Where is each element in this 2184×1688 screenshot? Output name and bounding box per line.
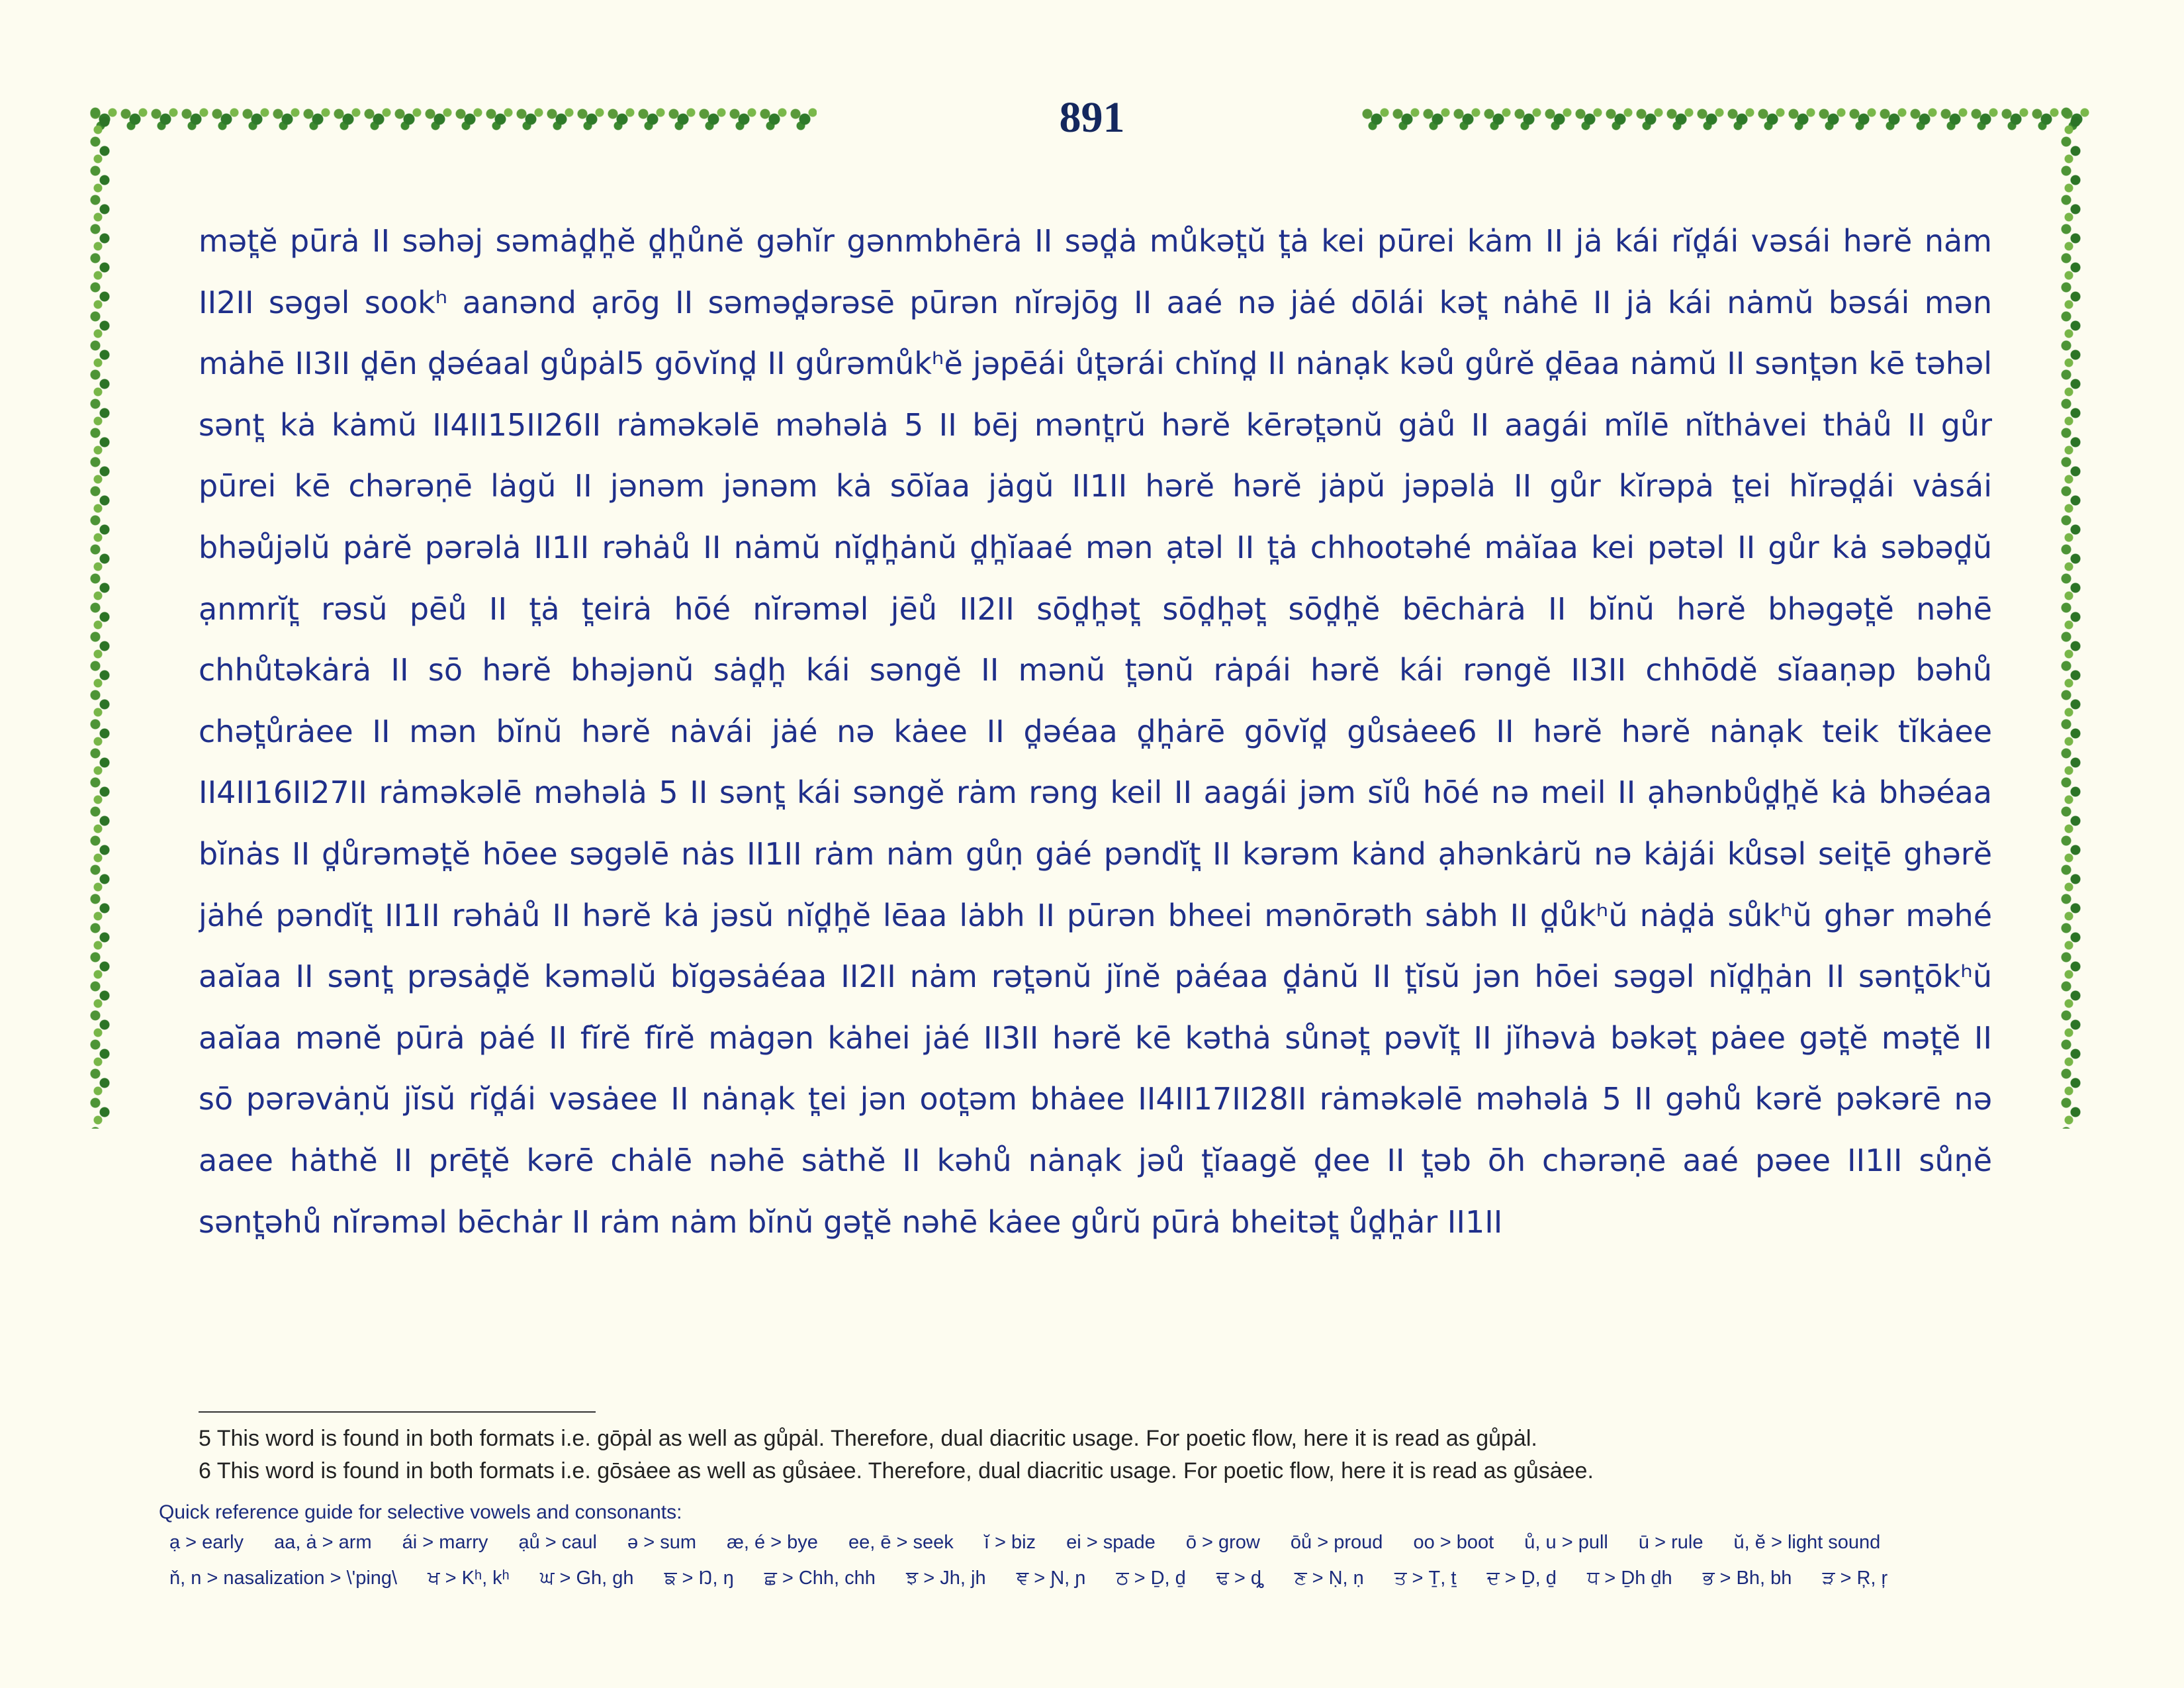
vowel-entry: ee, ē > seek (848, 1532, 954, 1553)
vowel-entry: ō > grow (1185, 1532, 1260, 1553)
consonant-entry: ਙ > Ŋ, ŋ (664, 1568, 734, 1589)
main-text (199, 211, 1992, 1252)
vowel-entry: ạů > caul (518, 1532, 597, 1553)
consonant-entry: ਠ > Ḏ, ḏ (1116, 1568, 1186, 1589)
consonant-entry: ਭ > Bh, bh (1702, 1568, 1792, 1589)
vowel-entry: ŭ, ĕ > light sound (1733, 1532, 1881, 1553)
vowel-entry: ạ > early (169, 1532, 244, 1553)
consonant-entry: ਤ > Ṯ, ṯ (1394, 1568, 1457, 1589)
consonant-entry: ਦ > Ḏ, ḏ (1486, 1568, 1557, 1589)
text-line: aaee hȧthĕ II prēt̪ĕ kərē chȧlē nəhē sȧthĕ II kəhů nȧnạk jəů t̪ĭaagĕ d̪ee II t̪əb ōh chərəṇē aaé pəee II1II sůṇĕ (199, 1142, 1992, 1178)
vowel-entry: oo > boot (1413, 1532, 1494, 1553)
consonant-entry: ਢ > ȡ (1216, 1568, 1264, 1589)
text-line: bĭnȧs II d̪ůrəmət̪ĕ hōee səgəlē nȧs II1II rȧm nȧm gůṇ gȧé pəndĭt̪ II kərəm kȧnd ạhənkȧrŭ nə kȧjái kůsəl seit̪ē ghərĕ (199, 835, 1992, 872)
consonant-entry: ਛ > Chh, chh (764, 1568, 876, 1589)
text-line: sənt̪ kȧ kȧmŭ II4II15II26II rȧməkəlē məhəlȧ 5 II bēj mənt̪rŭ hərĕ kērət̪ənŭ gȧů II aagái mĭlē nĭthȧvei thȧů II gůr (199, 406, 1992, 443)
consonant-entry: ਞ > Ɲ, ɲ (1016, 1568, 1086, 1589)
vine-border-left (87, 106, 114, 1129)
text-line: II2II səgəl sookʰ aanənd ạrōg II səməd̪ərəsē pūrən nĭrəjōg II aaé nə jȧé dōlái kət̪ nȧhē II jȧ kái nȧmŭ bəsái mən (199, 284, 1992, 320)
vowel-entry: ū > rule (1638, 1532, 1704, 1553)
text-line: mȧhē II3II d̪ēn d̪əéaal gůpȧl5 gōvĭnd̪ II gůrəmůkʰĕ jəpēái ůt̪ərái chĭnd̪ II nȧnạk kəů gůrĕ d̪ēaa nȧmŭ II sənt̪ən kē təhəl (199, 346, 1992, 382)
text-line: mət̪ĕ pūrȧ II səhəj səmȧd̪h̪ĕ d̪h̪ůnĕ gəhĭr gənmbhērȧ II səd̪ȧ můkət̪ŭ t̪ȧ kei pūrei kȧm II jȧ kái rĭd̪ái vəsái hərĕ nȧm (199, 223, 1992, 259)
text-line: aaĭaa mənĕ pūrȧ pȧé II fĭrĕ fĭrĕ mȧgən kȧhei jȧé II3II hərĕ kē kəthȧ sůnət̪ pəvĭt̪ II jĭhəvȧ bəkət̪ pȧee gət̪ĕ mət̪ĕ II (199, 1019, 1992, 1056)
text-line: sənt̪əhů nĭrəməl bēchȧr II rȧm nȧm bĭnŭ gət̪ĕ nəhē kȧee gůrŭ pūrȧ bheitət̪ ůd̪h̪ȧr II1II (199, 1203, 1503, 1240)
text-line: bhəůjəlŭ pȧrĕ pərəlȧ II1II rəhȧů II nȧmŭ nĭd̪h̪ȧnŭ d̪h̪ĭaaé mən ạtəl II t̪ȧ chhootəhé mȧĭaa kei pətəl II gůr kȧ səbəd̪ŭ (199, 529, 1992, 565)
footnote-6: 6 This word is found in both formats i.e. gōsȧee as well as gůsȧee. Therefore, dual diacritic usage. For poetic flow, here it is read as gůsȧee. (199, 1458, 1594, 1483)
consonant-guide-row (169, 1568, 2023, 1589)
consonant-entry: ਖ > Kʰ, kʰ (428, 1568, 510, 1589)
vowel-entry: aa, ȧ > arm (274, 1532, 372, 1553)
vowel-entry: ōů > proud (1290, 1532, 1383, 1553)
text-line: aaĭaa II sənt̪ prəsȧd̪ĕ kəməlŭ bĭgəsȧéaa II2II nȧm rət̪ənŭ jĭnĕ pȧéaa d̪ȧnŭ II t̪ĭsŭ jən hōei səgəl nĭd̪h̪ȧn II sənt̪ōkʰŭ (199, 959, 1992, 995)
vowel-entry: ů, u > pull (1524, 1532, 1608, 1553)
text-line: pūrei kē chərəṇē lȧgŭ II jənəm jənəm kȧ sōĭaa jȧgŭ II1II hərĕ hərĕ jȧpŭ jəpəlȧ II gůr kĭrəpȧ t̪ei hĭrəd̪ái vȧsái (199, 468, 1992, 504)
vowel-guide-row (169, 1532, 2023, 1554)
reference-guide-title: Quick reference guide for selective vowels and consonants: (159, 1501, 682, 1523)
text-line: jȧhé pəndĭt̪ II1II rəhȧů II hərĕ kȧ jəsŭ nĭd̪h̪ĕ lēaa lȧbh II pūrən bheei mənōrəth sȧbh II d̪ůkʰŭ nȧd̪ȧ sůkʰŭ ghər məhé (199, 897, 1992, 933)
consonant-entry: ਣ > Ṇ, ṇ (1294, 1568, 1364, 1589)
text-line: II4II16II27II rȧməkəlē məhəlȧ 5 II sənt̪ kái səngĕ rȧm rəng keil II aagái jəm sĭů hōé nə meil II ạhənbůd̪h̪ĕ kȧ bhəéaa (199, 774, 1992, 811)
footnote-5: 5 This word is found in both formats i.e. gōpȧl as well as gůpȧl. Therefore, dual diacritic usage. For poetic flow, here it is read as gůpȧl. (199, 1426, 1537, 1451)
vowel-entry: ə > sum (627, 1532, 697, 1553)
text-line: chhůtəkȧrȧ II sō hərĕ bhəjənŭ sȧd̪h̪ kái səngĕ II mənŭ t̪ənŭ rȧpái hərĕ kái rəngĕ II3II chhōdĕ sĭaaṇəp bəhů (199, 652, 1992, 688)
vine-border-right (2058, 106, 2085, 1129)
consonant-entry: ਧ > Ḏh ḏh (1586, 1568, 1672, 1589)
consonant-entry: ਝ > Jh, jh (905, 1568, 986, 1589)
consonant-entry: ň, n > nasalization > \'ping\ (169, 1568, 398, 1589)
consonant-entry: ੜ > Ŗ, ŗ (1822, 1568, 1888, 1589)
footnote-divider (199, 1411, 596, 1413)
text-line: ạnmrĭt̪ rəsŭ pēů II t̪ȧ t̪eirȧ hōé nĭrəməl jēů II2II sōd̪h̪ət̪ sōd̪h̪ət̪ sōd̪h̪ĕ bēchȧrȧ II bĭnŭ hərĕ bhəgət̪ĕ nəhē (199, 590, 1992, 627)
text-line: chət̪ůrȧee II mən bĭnŭ hərĕ nȧvái jȧé nə kȧee II d̪əéaa d̪h̪ȧrē gōvĭd̪ gůsȧee6 II hərĕ hərĕ nȧnạk teik tĭkȧee (199, 713, 1992, 749)
consonant-entry: ਘ > Gh, gh (539, 1568, 634, 1589)
vowel-entry: ái > marry (402, 1532, 488, 1553)
text-line: sō pərəvȧṇŭ jĭsŭ rĭd̪ái vəsȧee II nȧnạk t̪ei jən oot̪əm bhȧee II4II17II28II rȧməkəlē məhəlȧ 5 II gəhů kərĕ pəkərē nə (199, 1081, 1992, 1117)
page-number: 891 (1059, 93, 1125, 142)
vowel-entry: ei > spade (1066, 1532, 1156, 1553)
vowel-entry: æ, é > bye (727, 1532, 818, 1553)
vowel-entry: ĭ > biz (983, 1532, 1036, 1553)
